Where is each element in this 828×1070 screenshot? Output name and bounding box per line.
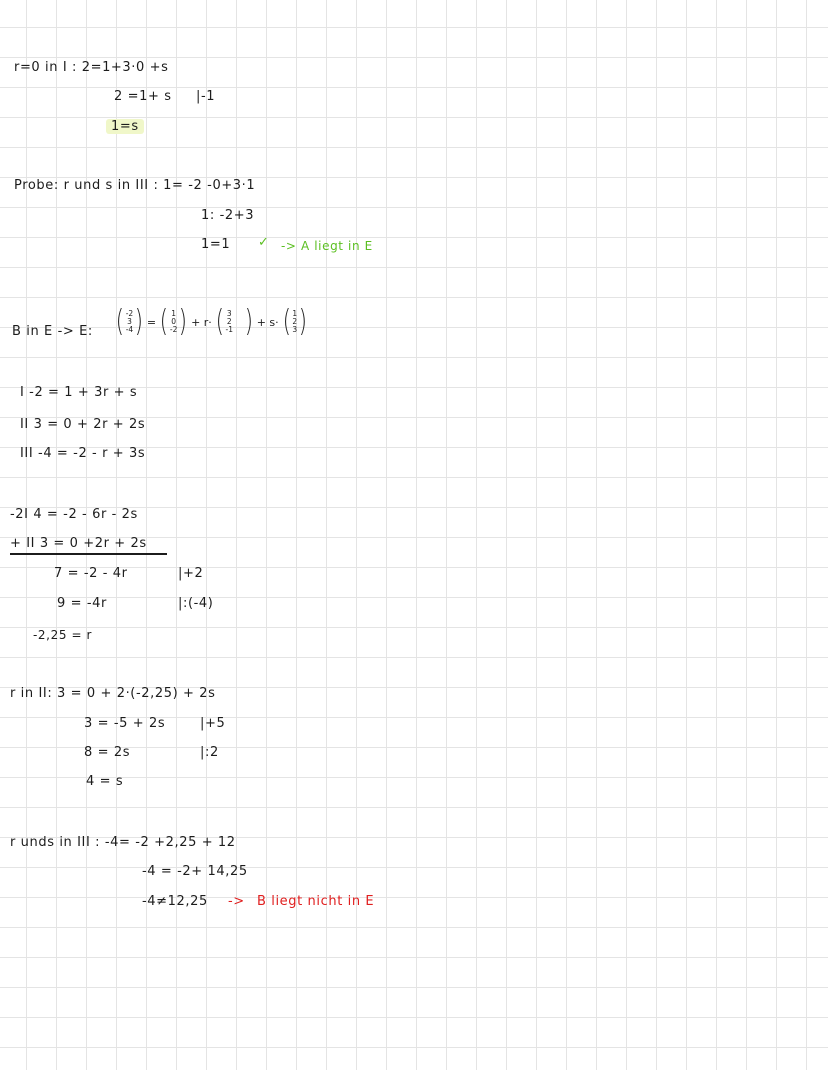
plane-prefix: B in E -> E: (12, 324, 93, 339)
elimination-row-2: + II 3 = 0 +2r + 2s (10, 536, 147, 551)
vector-u: 3 2 -1 (225, 309, 233, 334)
left-paren: ( (215, 304, 224, 339)
elimination-row-1: -2I 4 = -2 - 6r - 2s (10, 507, 138, 522)
result-s: 4 = s (86, 774, 124, 789)
equals-sign: = (146, 315, 157, 329)
left-paren: ( (159, 304, 169, 339)
left-paren: ( (115, 304, 124, 339)
vector-b: -2 3 -4 (125, 309, 134, 334)
substitute-r-s-in-III: r unds in III : -4= -2 +2,25 + 12 (10, 835, 236, 850)
operation-divide-minus-4: |:(-4) (178, 596, 214, 611)
final-step-2: -4 = -2+ 14,25 (142, 864, 248, 879)
probe-step-3: 1=1 (201, 237, 231, 252)
plus-r: + r· (191, 315, 212, 329)
right-paren: ) (179, 304, 188, 339)
elimination-row-4: 9 = -4r (57, 596, 107, 611)
operation-minus-1: |-1 (196, 89, 216, 104)
arrow-icon: -> (228, 894, 245, 909)
highlighted-result: 1=s (106, 119, 144, 134)
result-r: -2,25 = r (33, 628, 93, 642)
vector-p: 1 0 -2 (169, 309, 178, 334)
probe-conclusion: -> A liegt in E (281, 239, 373, 253)
right-paren: ) (298, 304, 308, 339)
result-s-equals-1 (106, 119, 144, 135)
operation-divide-2: |:2 (200, 745, 219, 760)
sum-underline (10, 553, 167, 555)
final-conclusion: B liegt nicht in E (257, 894, 375, 909)
system-equation-I: I -2 = 1 + 3r + s (20, 385, 138, 400)
sub2-step-2: 3 = -5 + 2s (84, 716, 166, 731)
operation-plus-2: |+2 (178, 566, 204, 581)
left-paren: ( (282, 304, 291, 339)
equation-2-eq-1-plus-s: 2 =1+ s (114, 89, 172, 104)
final-step-3: -4≠12,25 (142, 894, 208, 909)
right-paren: ) (244, 304, 253, 339)
plus-s: + s· (256, 315, 279, 329)
check-mark-icon: ✓ (258, 235, 270, 250)
probe-line: Probe: r und s in III : 1= -2 -0+3·1 (14, 178, 256, 193)
equation-r0-in-I: r=0 in I : 2=1+3·0 +s (14, 60, 169, 75)
elimination-row-3: 7 = -2 - 4r (54, 566, 128, 581)
operation-plus-5: |+5 (200, 716, 226, 731)
probe-step-2: 1: -2+3 (201, 208, 255, 223)
system-equation-II: II 3 = 0 + 2r + 2s (20, 417, 146, 432)
plane-vector-equation (114, 304, 309, 339)
sub2-step-3: 8 = 2s (84, 745, 131, 760)
substitute-r-in-II: r in II: 3 = 0 + 2·(-2,25) + 2s (10, 686, 216, 701)
vector-v: 1 2 3 (292, 309, 298, 334)
system-equation-III: III -4 = -2 - r + 3s (20, 446, 146, 461)
right-paren: ) (134, 304, 144, 339)
